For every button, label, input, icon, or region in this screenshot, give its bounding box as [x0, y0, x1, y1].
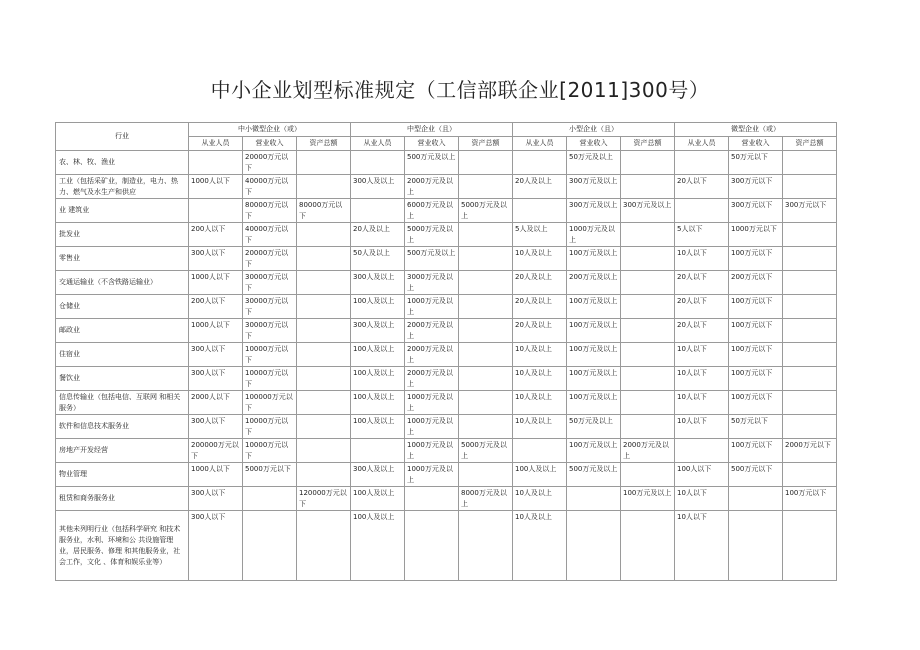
table-cell: 10000万元以下 [243, 343, 297, 367]
table-cell [297, 175, 351, 199]
table-cell: 1000人以下 [189, 319, 243, 343]
table-cell: 50万元以下 [729, 151, 783, 175]
table-cell: 20000万元以下 [243, 247, 297, 271]
table-row [56, 271, 837, 295]
header-sub-employees: 从业人员 [513, 137, 567, 151]
table-cell: 30000万元以下 [243, 295, 297, 319]
table-cell: 2000万元及以上 [405, 175, 459, 199]
table-cell [405, 487, 459, 511]
table-cell: 100万元以下 [729, 391, 783, 415]
table-cell [783, 343, 837, 367]
table-cell: 100万元以下 [729, 319, 783, 343]
table-cell [351, 151, 405, 175]
table-cell [297, 343, 351, 367]
industry-name: 农、林、牧、渔业 [56, 151, 189, 175]
industry-name: 餐饮业 [56, 367, 189, 391]
table-row [56, 295, 837, 319]
table-cell: 20人及以上 [513, 295, 567, 319]
table-cell: 100万元及以上 [567, 295, 621, 319]
table-cell: 2000万元及以上 [405, 343, 459, 367]
table-cell: 10000万元以下 [243, 439, 297, 463]
table-cell: 10人及以上 [513, 367, 567, 391]
table-cell [621, 319, 675, 343]
table-cell: 500万元及以上 [567, 463, 621, 487]
table-row [56, 463, 837, 487]
table-cell: 100万元以下 [729, 343, 783, 367]
table-cell [621, 175, 675, 199]
table-cell: 20人以下 [675, 319, 729, 343]
industry-name: 仓储业 [56, 295, 189, 319]
industry-name: 租赁和商务服务业 [56, 487, 189, 511]
table-cell [459, 367, 513, 391]
table-cell: 2000万元及以上 [621, 439, 675, 463]
header-sub-assets: 资产总额 [459, 137, 513, 151]
table-cell [459, 223, 513, 247]
table-cell [513, 439, 567, 463]
table-cell [675, 439, 729, 463]
table-cell: 2000人以下 [189, 391, 243, 415]
table-cell [297, 223, 351, 247]
header-sub-employees: 从业人员 [675, 137, 729, 151]
table-cell: 10人及以上 [513, 343, 567, 367]
table-cell: 100人及以上 [351, 415, 405, 439]
table-cell: 3000万元及以上 [405, 271, 459, 295]
table-cell: 300人以下 [189, 511, 243, 581]
table-cell [621, 247, 675, 271]
table-cell [459, 271, 513, 295]
table-cell: 50万元及以上 [567, 151, 621, 175]
table-cell [243, 511, 297, 581]
table-cell: 100人及以上 [351, 511, 405, 581]
table-cell [459, 319, 513, 343]
table-cell: 100人及以上 [513, 463, 567, 487]
table-cell: 10人及以上 [513, 511, 567, 581]
table-cell: 100000万元以下 [243, 391, 297, 415]
table-cell: 20人以下 [675, 271, 729, 295]
table-cell: 300人以下 [189, 487, 243, 511]
header-sub-revenue: 营业收入 [567, 137, 621, 151]
table-cell: 20人及以上 [513, 175, 567, 199]
table-cell: 1000万元及以上 [405, 439, 459, 463]
industry-name: 批发业 [56, 223, 189, 247]
table-cell [459, 343, 513, 367]
table-cell [729, 487, 783, 511]
table-cell: 120000万元以下 [297, 487, 351, 511]
table-cell: 20人及以上 [513, 271, 567, 295]
table-cell: 40000万元以下 [243, 223, 297, 247]
table-cell: 10人以下 [675, 415, 729, 439]
table-cell [783, 511, 837, 581]
table-cell: 30000万元以下 [243, 271, 297, 295]
table-row [56, 247, 837, 271]
table-cell: 80000万元以下 [297, 199, 351, 223]
table-cell: 10人及以上 [513, 487, 567, 511]
industry-name: 房地产开发经营 [56, 439, 189, 463]
table-cell: 10人以下 [675, 391, 729, 415]
table-cell: 5人及以上 [513, 223, 567, 247]
table-cell [621, 415, 675, 439]
table-cell [783, 271, 837, 295]
table-cell: 1000万元及以上 [405, 295, 459, 319]
header-group-micro: 微型企业（或） [675, 123, 837, 137]
table-row [56, 511, 837, 581]
industry-name: 零售业 [56, 247, 189, 271]
table-cell: 10人及以上 [513, 247, 567, 271]
header-sub-revenue: 营业收入 [405, 137, 459, 151]
table-cell: 30000万元以下 [243, 319, 297, 343]
table-row [56, 439, 837, 463]
table-cell [297, 439, 351, 463]
table-cell [783, 319, 837, 343]
table-cell [621, 391, 675, 415]
table-cell: 300人以下 [189, 343, 243, 367]
table-cell [783, 295, 837, 319]
table-cell [459, 175, 513, 199]
table-row [56, 487, 837, 511]
table-cell: 5人以下 [675, 223, 729, 247]
table-cell: 50万元及以上 [567, 415, 621, 439]
table-cell: 10人及以上 [513, 391, 567, 415]
table-cell: 500万元以下 [729, 463, 783, 487]
table-cell: 500万元及以上 [405, 151, 459, 175]
table-cell: 5000万元及以上 [405, 223, 459, 247]
table-cell: 10人以下 [675, 367, 729, 391]
header-sub-revenue: 营业收入 [243, 137, 297, 151]
table-cell [675, 199, 729, 223]
table-cell [459, 511, 513, 581]
table-cell [297, 151, 351, 175]
table-cell [783, 175, 837, 199]
table-cell: 200000万元以下 [189, 439, 243, 463]
table-cell: 100万元及以上 [567, 439, 621, 463]
table-cell [513, 199, 567, 223]
table-cell [405, 511, 459, 581]
table-cell: 300人及以上 [351, 175, 405, 199]
table-cell [783, 415, 837, 439]
table-cell: 10人及以上 [513, 415, 567, 439]
table-cell: 200万元以下 [729, 271, 783, 295]
table-cell: 500万元及以上 [405, 247, 459, 271]
table-cell: 100人以下 [675, 463, 729, 487]
table-cell: 1000万元及以上 [405, 415, 459, 439]
table-cell: 10人以下 [675, 487, 729, 511]
table-cell: 200人以下 [189, 223, 243, 247]
industry-name: 交通运输业（不含铁路运输业） [56, 271, 189, 295]
table-row [56, 199, 837, 223]
table-cell: 300万元以下 [783, 199, 837, 223]
table-cell: 100万元以下 [729, 247, 783, 271]
industry-name: 邮政业 [56, 319, 189, 343]
table-cell: 100人及以上 [351, 487, 405, 511]
table-cell: 20人及以上 [351, 223, 405, 247]
header-sub-revenue: 营业收入 [729, 137, 783, 151]
header-industry: 行业 [56, 123, 189, 151]
industry-name: 物业管理 [56, 463, 189, 487]
header-sub-assets: 资产总额 [783, 137, 837, 151]
table-cell [783, 223, 837, 247]
table-cell [783, 391, 837, 415]
table-cell [297, 511, 351, 581]
table-cell: 5000万元以下 [243, 463, 297, 487]
table-cell: 300人以下 [189, 415, 243, 439]
table-cell: 1000万元以下 [729, 223, 783, 247]
table-cell [243, 487, 297, 511]
table-cell [729, 511, 783, 581]
table-cell: 5000万元及以上 [459, 199, 513, 223]
table-cell [459, 463, 513, 487]
table-cell: 100万元及以上 [567, 391, 621, 415]
table-cell: 100万元以下 [729, 439, 783, 463]
table-cell: 100人及以上 [351, 343, 405, 367]
table-cell: 20人以下 [675, 295, 729, 319]
table-row [56, 319, 837, 343]
table-cell [189, 199, 243, 223]
table-row [56, 367, 837, 391]
table-cell [297, 415, 351, 439]
table-cell [297, 391, 351, 415]
table-cell [621, 511, 675, 581]
table-cell: 100万元以下 [729, 367, 783, 391]
classification-table [55, 122, 837, 581]
table-cell: 8000万元及以上 [459, 487, 513, 511]
table-cell [621, 343, 675, 367]
table-cell [459, 295, 513, 319]
table-cell [189, 151, 243, 175]
table-row [56, 415, 837, 439]
header-sub-assets: 资产总额 [297, 137, 351, 151]
table-cell: 100万元及以上 [621, 487, 675, 511]
industry-name: 信息传输业（包括电信、互联网 和相关服务） [56, 391, 189, 415]
table-cell [567, 511, 621, 581]
table-row [56, 175, 837, 199]
table-cell: 50万元以下 [729, 415, 783, 439]
table-cell: 10人以下 [675, 511, 729, 581]
table-cell: 1000人以下 [189, 463, 243, 487]
table-cell: 5000万元及以上 [459, 439, 513, 463]
table-cell: 100万元以下 [783, 487, 837, 511]
table-cell [621, 271, 675, 295]
table-row [56, 223, 837, 247]
table-cell: 300万元及以上 [567, 199, 621, 223]
table-cell [297, 295, 351, 319]
header-group-sme: 中小微型企业（或） [189, 123, 351, 137]
table-cell: 100万元及以上 [567, 367, 621, 391]
industry-name: 其他未列明行业（包括科学研究 和技术服务业，水利、环境和公 共设施管理业，居民服务、修理 和其他服务业，社会工作，文化 、体育和娱乐业等） [56, 511, 189, 581]
page-title: 中小企业划型标准规定（工信部联企业[2011]300号） [210, 78, 710, 102]
table-cell: 20人以下 [675, 175, 729, 199]
table-cell: 300万元及以上 [567, 175, 621, 199]
table-cell: 6000万元及以上 [405, 199, 459, 223]
table-cell: 2000万元以下 [783, 439, 837, 463]
table-cell: 1000人以下 [189, 271, 243, 295]
table-cell [459, 391, 513, 415]
header-sub-assets: 资产总额 [621, 137, 675, 151]
table-cell: 200万元及以上 [567, 271, 621, 295]
industry-name: 业 建筑业 [56, 199, 189, 223]
table-cell: 80000万元以下 [243, 199, 297, 223]
table-cell: 20人及以上 [513, 319, 567, 343]
table-cell: 1000万元及以上 [405, 463, 459, 487]
industry-name: 软件和信息技术服务业 [56, 415, 189, 439]
table-cell: 100万元以下 [729, 295, 783, 319]
table-row [56, 343, 837, 367]
table-cell: 1000万元及以上 [405, 391, 459, 415]
table-cell: 100万元及以上 [567, 247, 621, 271]
table-cell: 100人及以上 [351, 391, 405, 415]
table-cell [459, 415, 513, 439]
table-cell [297, 319, 351, 343]
table-cell: 40000万元以下 [243, 175, 297, 199]
table-cell: 1000万元及以上 [567, 223, 621, 247]
table-cell [783, 463, 837, 487]
table-cell [567, 487, 621, 511]
header-group-medium: 中型企业（且） [351, 123, 513, 137]
header-sub-employees: 从业人员 [189, 137, 243, 151]
table-cell [297, 463, 351, 487]
table-cell: 100人及以上 [351, 367, 405, 391]
table-cell [621, 367, 675, 391]
table-row [56, 391, 837, 415]
table-cell: 300人以下 [189, 367, 243, 391]
table-cell [621, 463, 675, 487]
header-group-small: 小型企业（且） [513, 123, 675, 137]
table-cell: 20000万元以下 [243, 151, 297, 175]
table-row [56, 151, 837, 175]
table-cell: 50人及以上 [351, 247, 405, 271]
table-cell [621, 223, 675, 247]
table-cell: 300万元及以上 [621, 199, 675, 223]
table-cell: 100万元及以上 [567, 343, 621, 367]
table-cell: 100人及以上 [351, 295, 405, 319]
table-cell [675, 151, 729, 175]
industry-name: 住宿业 [56, 343, 189, 367]
table-cell: 100万元及以上 [567, 319, 621, 343]
table-cell: 1000人以下 [189, 175, 243, 199]
table-cell: 300万元以下 [729, 175, 783, 199]
table-cell [621, 295, 675, 319]
header-row-groups [56, 123, 837, 137]
table-cell: 300人及以上 [351, 319, 405, 343]
table-cell [297, 367, 351, 391]
table-cell: 10人以下 [675, 343, 729, 367]
table-cell: 2000万元及以上 [405, 319, 459, 343]
table-cell [621, 151, 675, 175]
table-cell [459, 151, 513, 175]
table-cell [351, 439, 405, 463]
table-cell: 2000万元及以上 [405, 367, 459, 391]
table-cell [351, 199, 405, 223]
table-cell: 10000万元以下 [243, 415, 297, 439]
table-cell [459, 247, 513, 271]
table-cell [783, 367, 837, 391]
table-cell: 10000万元以下 [243, 367, 297, 391]
table-cell: 10人以下 [675, 247, 729, 271]
industry-name: 工业（包括采矿业，制造业，电力、热力、燃气及水生产和供应 [56, 175, 189, 199]
table-cell [783, 151, 837, 175]
table-cell [783, 247, 837, 271]
table-cell: 300万元以下 [729, 199, 783, 223]
table-cell [297, 271, 351, 295]
table-cell: 300人及以上 [351, 271, 405, 295]
header-sub-employees: 从业人员 [351, 137, 405, 151]
table-cell: 300人以下 [189, 247, 243, 271]
table-cell [297, 247, 351, 271]
table-cell: 200人以下 [189, 295, 243, 319]
table-cell [513, 151, 567, 175]
table-cell: 300人及以上 [351, 463, 405, 487]
